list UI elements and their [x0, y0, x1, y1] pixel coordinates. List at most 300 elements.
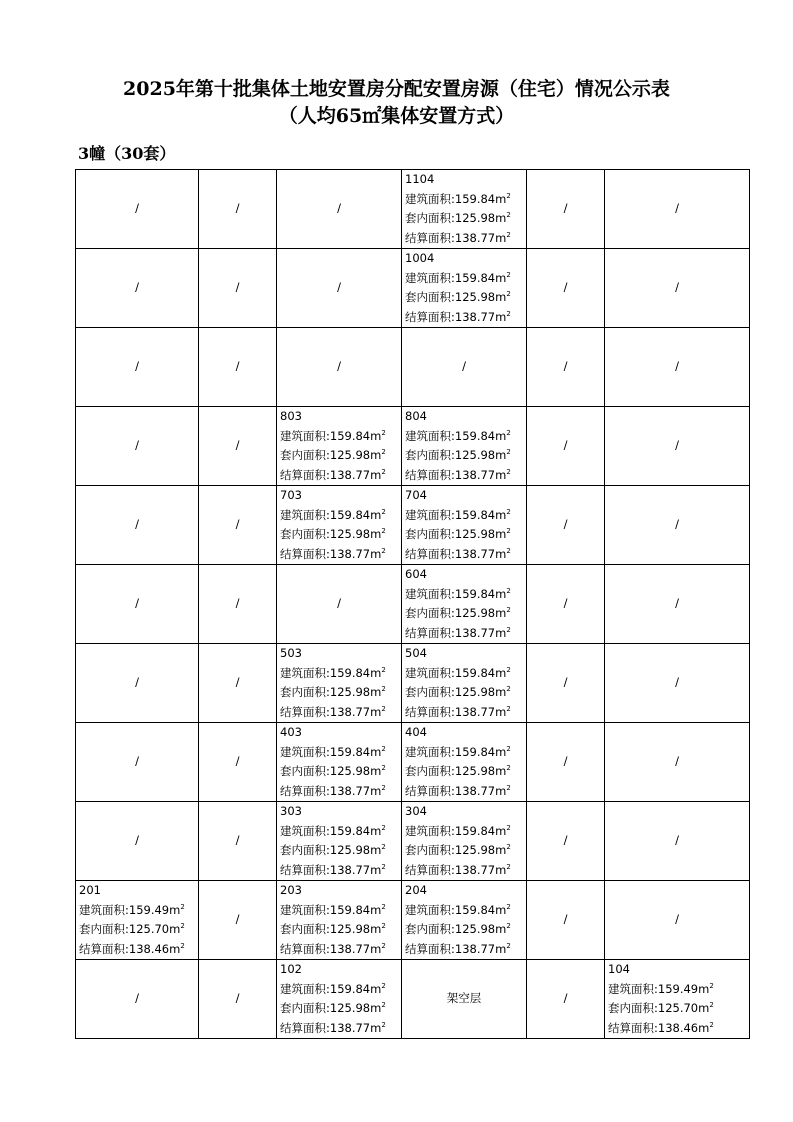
settle-area-line [277, 703, 401, 723]
inner-area-label: 套内面积: [405, 448, 455, 462]
area-unit-exponent: 2 [506, 823, 511, 832]
empty-mark: / [563, 201, 568, 216]
build-area-line [277, 664, 401, 684]
build-area-line [605, 980, 749, 1000]
empty-mark: / [563, 280, 568, 295]
build-area-value: 159.84 [329, 665, 371, 680]
table-row [76, 328, 750, 407]
area-unit: m [370, 744, 382, 759]
table-cell [199, 170, 277, 249]
area-unit: m [370, 764, 382, 778]
area-unit-exponent: 2 [506, 230, 511, 239]
empty-mark: / [675, 280, 679, 295]
area-unit-exponent: 2 [709, 981, 714, 990]
area-unit-exponent: 2 [506, 309, 511, 318]
table-cell [527, 407, 605, 486]
build-area-value: 159.84 [329, 823, 371, 838]
area-unit: m [495, 467, 507, 482]
inner-area-label: 套内面积: [280, 843, 330, 857]
inner-area-line [277, 683, 401, 703]
area-unit: m [370, 941, 382, 956]
unit-number: 201 [79, 883, 101, 897]
table-row [76, 249, 750, 328]
unit-number: 803 [280, 409, 302, 423]
table-cell [527, 644, 605, 723]
table-cell [605, 407, 750, 486]
empty-mark: / [235, 675, 240, 690]
area-unit-exponent: 2 [381, 823, 386, 832]
area-unit-exponent: 2 [506, 448, 511, 456]
empty-mark: / [675, 438, 679, 453]
settle-area-label: 结算面积: [405, 230, 455, 245]
area-unit: m [169, 902, 181, 917]
area-unit-exponent: 2 [381, 448, 386, 456]
empty-mark: / [235, 201, 240, 216]
settle-area-line [277, 545, 401, 565]
settle-area-label: 结算面积: [405, 862, 455, 877]
empty-mark: / [135, 991, 139, 1006]
inner-area-line [76, 920, 198, 940]
inner-area-line [277, 446, 401, 466]
table-row [76, 170, 750, 249]
area-unit: m [370, 507, 382, 522]
settle-area-label: 结算面积: [405, 625, 455, 640]
settle-area-line [277, 940, 401, 960]
inner-area-label: 套内面积: [280, 764, 330, 778]
build-area-label: 建筑面积: [280, 823, 330, 838]
area-unit-exponent: 2 [506, 290, 511, 298]
table-cell [402, 486, 527, 565]
inner-area-line [402, 446, 526, 466]
unit-number: 804 [405, 409, 427, 423]
inner-area-line [277, 999, 401, 1019]
area-unit: m [370, 685, 382, 699]
empty-mark: / [135, 280, 139, 295]
area-unit-exponent: 2 [506, 902, 511, 911]
table-cell [277, 407, 402, 486]
settle-area-label: 结算面积: [405, 309, 455, 324]
empty-mark: / [135, 517, 139, 532]
settle-area-line [277, 1019, 401, 1039]
table-cell [76, 723, 199, 802]
inner-area-value: 125.70 [128, 922, 170, 936]
empty-mark: / [135, 754, 139, 769]
table-cell [277, 960, 402, 1039]
settle-area-value: 138.77 [329, 783, 371, 798]
settle-area-line [277, 782, 401, 802]
area-unit-exponent: 2 [381, 1001, 386, 1009]
table-cell [199, 802, 277, 881]
area-unit: m [495, 546, 507, 561]
empty-mark: / [675, 359, 679, 374]
build-area-label: 建筑面积: [79, 902, 129, 917]
settle-area-value: 138.77 [454, 625, 496, 640]
table-row [76, 407, 750, 486]
table-cell [199, 881, 277, 960]
settle-area-line [277, 861, 401, 881]
settle-area-line [402, 466, 526, 486]
build-area-value: 159.84 [454, 507, 496, 522]
empty-mark: / [563, 991, 568, 1006]
area-unit: m [495, 783, 507, 798]
empty-mark: / [337, 596, 341, 611]
build-area-value: 159.49 [657, 981, 699, 996]
inner-area-label: 套内面积: [405, 764, 455, 778]
area-unit-exponent: 2 [709, 1001, 714, 1009]
table-cell [277, 170, 402, 249]
empty-mark: / [135, 833, 139, 848]
area-unit-exponent: 2 [506, 546, 511, 555]
area-unit-exponent: 2 [180, 902, 185, 911]
settle-area-value: 138.77 [329, 546, 371, 561]
settle-area-label: 结算面积: [280, 546, 330, 561]
empty-mark: / [235, 517, 240, 532]
area-unit: m [370, 704, 382, 719]
settle-area-label: 结算面积: [405, 704, 455, 719]
table-cell [527, 170, 605, 249]
inner-area-line [277, 920, 401, 940]
unit-number: 102 [280, 962, 302, 976]
empty-mark: / [235, 596, 240, 611]
settle-area-line [402, 861, 526, 881]
unit-number: 704 [405, 488, 427, 502]
build-area-value: 159.84 [454, 744, 496, 759]
table-cell [277, 328, 402, 407]
empty-mark: / [563, 912, 568, 927]
inner-area-value: 125.98 [454, 211, 496, 225]
settle-area-value: 138.46 [657, 1020, 699, 1035]
area-unit: m [495, 507, 507, 522]
inner-area-label: 套内面积: [405, 606, 455, 620]
table-cell [277, 723, 402, 802]
build-area-line [277, 980, 401, 1000]
area-unit: m [169, 922, 181, 936]
empty-mark: / [235, 754, 240, 769]
unit-number: 703 [280, 488, 302, 502]
table-cell [605, 881, 750, 960]
settle-area-label: 结算面积: [405, 546, 455, 561]
settle-area-value: 138.77 [454, 467, 496, 482]
area-unit: m [495, 230, 507, 245]
table-cell [402, 881, 527, 960]
table-cell [76, 565, 199, 644]
build-area-label: 建筑面积: [405, 902, 455, 917]
empty-mark: / [563, 833, 568, 848]
empty-mark: / [563, 359, 568, 374]
empty-mark: / [135, 438, 139, 453]
build-area-line [402, 269, 526, 289]
cell-note: 架空层 [446, 991, 482, 1006]
inner-area-label: 套内面积: [608, 1001, 658, 1015]
empty-mark: / [563, 517, 568, 532]
settle-area-value: 138.77 [454, 309, 496, 324]
table-cell [402, 723, 527, 802]
settle-area-value: 138.77 [454, 862, 496, 877]
table-cell [605, 328, 750, 407]
inner-area-line [402, 920, 526, 940]
empty-mark: / [235, 438, 240, 453]
inner-area-line [402, 209, 526, 229]
table-cell [76, 407, 199, 486]
table-cell [76, 170, 199, 249]
inner-area-value: 125.98 [454, 843, 496, 857]
settle-area-label: 结算面积: [280, 941, 330, 956]
table-cell [402, 960, 527, 1039]
area-unit: m [495, 941, 507, 956]
inner-area-value: 125.98 [454, 527, 496, 541]
build-area-line [76, 901, 198, 921]
empty-mark: / [675, 201, 679, 216]
build-area-line [402, 585, 526, 605]
build-area-value: 159.84 [329, 981, 371, 996]
area-unit: m [495, 527, 507, 541]
table-cell [402, 170, 527, 249]
settle-area-value: 138.77 [454, 230, 496, 245]
settle-area-line [402, 940, 526, 960]
build-area-label: 建筑面积: [280, 981, 330, 996]
area-unit: m [495, 191, 507, 206]
area-unit-exponent: 2 [381, 428, 386, 437]
inner-area-value: 125.98 [454, 606, 496, 620]
settle-area-label: 结算面积: [405, 467, 455, 482]
table-cell [76, 881, 199, 960]
build-area-value: 159.84 [454, 428, 496, 443]
empty-mark: / [337, 201, 341, 216]
area-unit: m [370, 902, 382, 917]
build-area-line [402, 743, 526, 763]
table-cell [277, 486, 402, 565]
inner-area-value: 125.98 [454, 764, 496, 778]
table-cell [527, 328, 605, 407]
inner-area-label: 套内面积: [405, 527, 455, 541]
settle-area-value: 138.77 [454, 783, 496, 798]
inner-area-line [277, 762, 401, 782]
empty-mark: / [563, 596, 568, 611]
area-unit-exponent: 2 [506, 467, 511, 476]
area-unit: m [495, 764, 507, 778]
unit-number: 604 [405, 567, 427, 581]
inner-area-value: 125.98 [454, 922, 496, 936]
inner-area-label: 套内面积: [280, 685, 330, 699]
table-cell [402, 407, 527, 486]
table-cell [277, 802, 402, 881]
area-unit: m [495, 862, 507, 877]
table-cell [605, 249, 750, 328]
unit-number: 304 [405, 804, 427, 818]
area-unit-exponent: 2 [381, 862, 386, 871]
area-unit-exponent: 2 [180, 922, 185, 930]
inner-area-label: 套内面积: [405, 211, 455, 225]
build-area-label: 建筑面积: [405, 507, 455, 522]
area-unit: m [495, 823, 507, 838]
build-area-label: 建筑面积: [280, 902, 330, 917]
inner-area-label: 套内面积: [405, 685, 455, 699]
area-unit-exponent: 2 [506, 606, 511, 614]
area-unit: m [370, 922, 382, 936]
area-unit: m [495, 270, 507, 285]
area-unit-exponent: 2 [506, 191, 511, 200]
table-cell [527, 960, 605, 1039]
unit-number: 404 [405, 725, 427, 739]
table-cell [527, 249, 605, 328]
settle-area-line [402, 229, 526, 249]
area-unit: m [495, 665, 507, 680]
area-unit-exponent: 2 [709, 1020, 714, 1029]
area-unit: m [370, 1020, 382, 1035]
settle-area-value: 138.46 [128, 941, 170, 956]
unit-number: 504 [405, 646, 427, 660]
settle-area-value: 138.77 [454, 546, 496, 561]
area-unit: m [370, 823, 382, 838]
inner-area-line [402, 288, 526, 308]
inner-area-value: 125.98 [454, 448, 496, 462]
build-area-value: 159.84 [329, 902, 371, 917]
area-unit-exponent: 2 [381, 843, 386, 851]
settle-area-label: 结算面积: [79, 941, 129, 956]
area-unit: m [495, 428, 507, 443]
table-row [76, 565, 750, 644]
settle-area-line [402, 308, 526, 328]
area-unit: m [370, 665, 382, 680]
area-unit-exponent: 2 [381, 902, 386, 911]
settle-area-value: 138.77 [454, 704, 496, 719]
area-unit-exponent: 2 [180, 941, 185, 950]
settle-area-label: 结算面积: [280, 467, 330, 482]
area-unit-exponent: 2 [506, 428, 511, 437]
area-unit-exponent: 2 [381, 546, 386, 555]
empty-mark: / [675, 675, 679, 690]
empty-mark: / [135, 596, 139, 611]
inner-area-value: 125.98 [329, 448, 371, 462]
table-cell [402, 802, 527, 881]
table-cell [199, 723, 277, 802]
area-unit-exponent: 2 [506, 941, 511, 950]
build-area-line [402, 506, 526, 526]
settle-area-value: 138.77 [329, 467, 371, 482]
build-area-value: 159.84 [329, 507, 371, 522]
settle-area-label: 结算面积: [405, 783, 455, 798]
table-cell [527, 723, 605, 802]
inner-area-label: 套内面积: [405, 843, 455, 857]
build-area-value: 159.84 [454, 191, 496, 206]
table-cell [277, 565, 402, 644]
empty-mark: / [235, 912, 240, 927]
build-area-label: 建筑面积: [405, 665, 455, 680]
area-unit-exponent: 2 [381, 685, 386, 693]
table-cell [199, 407, 277, 486]
area-unit-exponent: 2 [506, 507, 511, 516]
build-area-value: 159.84 [329, 744, 371, 759]
table-cell [605, 170, 750, 249]
build-area-label: 建筑面积: [280, 744, 330, 759]
table-row [76, 486, 750, 565]
area-unit-exponent: 2 [381, 527, 386, 535]
build-area-label: 建筑面积: [405, 191, 455, 206]
empty-mark: / [675, 912, 679, 927]
area-unit-exponent: 2 [506, 843, 511, 851]
area-unit: m [495, 685, 507, 699]
area-unit: m [495, 744, 507, 759]
build-area-label: 建筑面积: [405, 428, 455, 443]
empty-mark: / [235, 280, 240, 295]
table-cell [402, 249, 527, 328]
settle-area-label: 结算面积: [280, 704, 330, 719]
area-unit-exponent: 2 [381, 744, 386, 753]
unit-number: 503 [280, 646, 302, 660]
build-area-value: 159.84 [454, 270, 496, 285]
inner-area-label: 套内面积: [280, 922, 330, 936]
empty-mark: / [337, 359, 341, 374]
table-cell [402, 565, 527, 644]
area-unit: m [495, 448, 507, 462]
inner-area-line [277, 841, 401, 861]
area-unit-exponent: 2 [381, 783, 386, 792]
settle-area-line [402, 703, 526, 723]
area-unit: m [698, 981, 710, 996]
inner-area-value: 125.98 [454, 685, 496, 699]
area-unit-exponent: 2 [506, 625, 511, 634]
table-row [76, 881, 750, 960]
settle-area-line [402, 624, 526, 644]
settle-area-label: 结算面积: [280, 862, 330, 877]
table-cell [605, 486, 750, 565]
area-unit: m [495, 843, 507, 857]
build-area-line [402, 664, 526, 684]
unit-number: 1004 [405, 251, 435, 265]
build-area-line [402, 427, 526, 447]
empty-mark: / [135, 359, 139, 374]
area-unit-exponent: 2 [506, 704, 511, 713]
build-area-label: 建筑面积: [280, 428, 330, 443]
area-unit: m [495, 586, 507, 601]
build-area-line [277, 901, 401, 921]
build-area-label: 建筑面积: [405, 270, 455, 285]
area-unit: m [370, 1001, 382, 1015]
inner-area-label: 套内面积: [79, 922, 129, 936]
build-area-label: 建筑面积: [280, 507, 330, 522]
page-title: 2025年第十批集体土地安置房分配安置房源（住宅）情况公示表 [123, 78, 670, 100]
area-unit: m [698, 1020, 710, 1035]
build-area-line [402, 901, 526, 921]
settle-area-value: 138.77 [454, 941, 496, 956]
area-unit: m [495, 606, 507, 620]
inner-area-value: 125.98 [454, 290, 496, 304]
empty-mark: / [135, 201, 139, 216]
empty-mark: / [235, 833, 240, 848]
area-unit: m [370, 981, 382, 996]
area-unit-exponent: 2 [381, 981, 386, 990]
area-unit-exponent: 2 [506, 527, 511, 535]
table-cell [605, 723, 750, 802]
empty-mark: / [235, 359, 240, 374]
build-area-label: 建筑面积: [405, 586, 455, 601]
inner-area-label: 套内面积: [280, 448, 330, 462]
area-unit: m [370, 862, 382, 877]
table-cell [76, 328, 199, 407]
area-unit: m [495, 290, 507, 304]
area-unit-exponent: 2 [381, 665, 386, 674]
table-cell [277, 881, 402, 960]
settle-area-value: 138.77 [329, 862, 371, 877]
table-row [76, 644, 750, 723]
inner-area-value: 125.98 [329, 527, 371, 541]
area-unit: m [495, 625, 507, 640]
table-cell [605, 644, 750, 723]
build-area-value: 159.49 [128, 902, 170, 917]
area-unit-exponent: 2 [506, 783, 511, 792]
table-cell [199, 486, 277, 565]
housing-allocation-table [75, 169, 750, 1039]
